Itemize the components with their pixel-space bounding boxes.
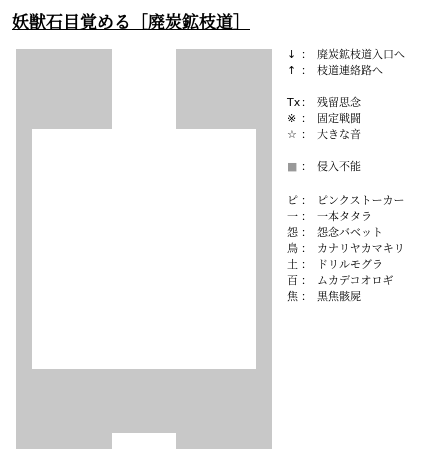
wall-corridor-bottom-pillar-hidden [112,369,176,433]
legend-item-ippon-tatara: 一 ： 一本タタラ [287,210,372,223]
wall-right [256,129,272,369]
legend-item-residual-thought: Tx： 残留思念 [287,96,361,109]
legend-item-drill-mole: 土 ： ドリルモグラ [287,258,383,271]
wall-top-left [16,49,112,129]
wall-bottom-left [16,369,112,449]
wall-bottom-right [176,369,272,449]
wall-top-right [176,49,272,129]
legend-item-up-arrow: ↑ ： 枝道連絡路へ [287,64,383,77]
legend-item-fixed-battle: ※ ： 固定戦闘 [287,112,361,125]
legend-item-canary-mantis: 鳥 ： カナリヤカマキリ [287,242,405,255]
map-title: 妖獣石目覚める［廃炭鉱枝道］ [12,13,250,33]
legend-item-onnen-babet: 怨 ： 怨念バベット [287,226,383,239]
legend-item-centipede-cricket: 百 ： ムカデコオロギ [287,274,394,287]
legend-item-pink-stalker: ピ ： ピンクストーカー [287,194,405,207]
legend-item-loud-sound: ☆ ： 大きな音 [287,128,361,141]
wall-left [16,129,32,369]
legend-item-charred-corpse: 焦 ： 黒焦骸屍 [287,290,361,303]
legend-item-impassable: ■ ： 侵入不能 [287,160,361,173]
legend-item-down-arrow: ↓ ： 廃炭鉱枝道入口へ [287,48,405,61]
